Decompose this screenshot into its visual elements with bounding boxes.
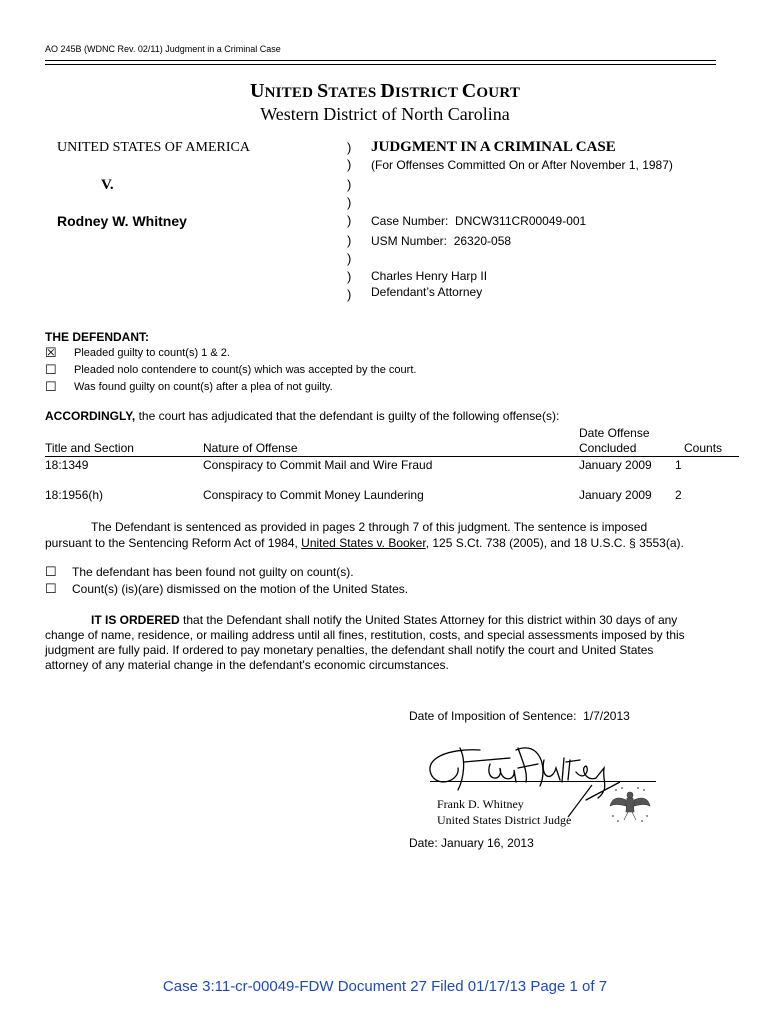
caption-paren: ) [347, 177, 352, 192]
judgment-title: JUDGMENT IN A CRIMINAL CASE [371, 139, 616, 155]
header-rule-thick [45, 60, 716, 61]
not-guilty-text: The defendant has been found not guilty on count(s). [72, 565, 354, 579]
caption-paren: ) [347, 287, 352, 302]
caption-paren: ) [347, 269, 352, 284]
sentence-line-1: The Defendant is sentenced as provided in pages 2 through 7 of this judgment. The sentence is imposed [91, 520, 648, 534]
caption-paren: ) [347, 233, 352, 248]
order-line-3: judgment are fully paid. If ordered to pay monetary penalties, the defendant shall notify the court and United States [45, 643, 654, 657]
col-header-nature: Nature of Offense [203, 441, 298, 455]
plea-checkbox-nolo: ☐ [45, 362, 57, 377]
case-number-value: DNCW311CR00049-001 [455, 214, 587, 228]
plea-checkbox-guilty: ☒ [45, 345, 57, 360]
table-row-2-nature: Conspiracy to Commit Money Laundering [203, 488, 424, 502]
usm-number-value: 26320-058 [453, 234, 512, 248]
booker-citation: United States v. Booker [301, 536, 426, 550]
usm-number-label: USM Number: [371, 234, 448, 248]
signature-date: Date: January 16, 2013 [409, 836, 534, 850]
dismissed-checkbox: ☐ [45, 581, 57, 596]
versus-label: V. [101, 177, 114, 193]
case-number [371, 214, 586, 228]
judge-name: Frank D. Whitney [437, 797, 524, 811]
table-row-2-counts: 2 [675, 488, 682, 502]
case-number-label: Case Number: [371, 214, 449, 228]
form-identifier: AO 245B (WDNC Rev. 02/11) Judgment in a Criminal Case [45, 44, 281, 54]
attorney-name: Charles Henry Harp II [371, 269, 488, 283]
table-row-2-title: 18:1956(h) [45, 488, 104, 502]
district-name: Western District of North Carolina [260, 104, 510, 124]
plea-option-guilty: Pleaded guilty to count(s) 1 & 2. [74, 347, 230, 359]
plaintiff-name: UNITED STATES OF AMERICA [57, 140, 250, 155]
attorney-label: Defendant’s Attorney [371, 285, 483, 299]
filing-stamp: Case 3:11-cr-00049-FDW Document 27 Filed 01/17/13 Page 1 of 7 [162, 978, 608, 995]
table-row-1-nature: Conspiracy to Commit Mail and Wire Fraud [203, 458, 433, 472]
table-row-1-date: January 2009 [579, 458, 652, 472]
col-header-counts: Counts [684, 441, 723, 455]
court-seal-eagle-icon [608, 786, 652, 824]
plea-checkbox-found-guilty: ☐ [45, 379, 57, 394]
caption-paren: ) [347, 251, 352, 266]
order-line-1: IT IS ORDERED that the Defendant shall notify the United States Attorney for this district within 30 days of any [91, 613, 678, 627]
col-header-date-line2: Concluded [579, 441, 637, 455]
table-header-rule [45, 456, 739, 457]
defendant-name: Rodney W. Whitney [57, 213, 187, 229]
caption-paren: ) [347, 140, 352, 155]
dismissed-text: Count(s) (is)(are) dismissed on the motion of the United States. [72, 582, 409, 596]
header-rule-thin [45, 64, 716, 65]
adjudication-intro: ACCORDINGLY, the court has adjudicated that the defendant is guilty of the following offense(s): [45, 409, 560, 423]
table-row-1-counts: 1 [675, 458, 682, 472]
table-row-2-date: January 2009 [579, 488, 652, 502]
usm-number [371, 234, 511, 248]
not-guilty-checkbox: ☐ [45, 564, 57, 579]
offense-note: (For Offenses Committed On or After November 1, 1987) [371, 158, 673, 172]
table-row-1-title: 18:1349 [45, 458, 89, 472]
caption-paren: ) [347, 157, 352, 172]
order-line-2: change of name, residence, or mailing address until all fines, restitution, costs, and special assessments imposed by this [45, 628, 685, 642]
plea-option-found-guilty: Was found guilty on count(s) after a plea of not guilty. [74, 381, 333, 393]
col-header-title-section: Title and Section [45, 441, 134, 455]
sentence-line-2: pursuant to the Sentencing Reform Act of 1984, United States v. Booker, 125 S.Ct. 738 (2005), and 18 U.S.C. § 3553(a). [45, 536, 684, 550]
order-line-4: attorney of any material change in the defendant's economic circumstances. [45, 658, 449, 672]
imposition-date: Date of Imposition of Sentence: 1/7/2013 [409, 709, 630, 723]
caption-paren: ) [347, 213, 352, 228]
signature-line [430, 781, 656, 782]
defendant-section-heading: THE DEFENDANT: [45, 330, 149, 344]
plea-option-nolo: Pleaded nolo contendere to count(s) which was accepted by the court. [74, 364, 417, 376]
col-header-date-line1: Date Offense [579, 426, 650, 440]
caption-paren: ) [347, 195, 352, 210]
judge-title: United States District Judge [437, 813, 572, 827]
court-name: UNITED STATES DISTRICT COURT [249, 80, 521, 102]
